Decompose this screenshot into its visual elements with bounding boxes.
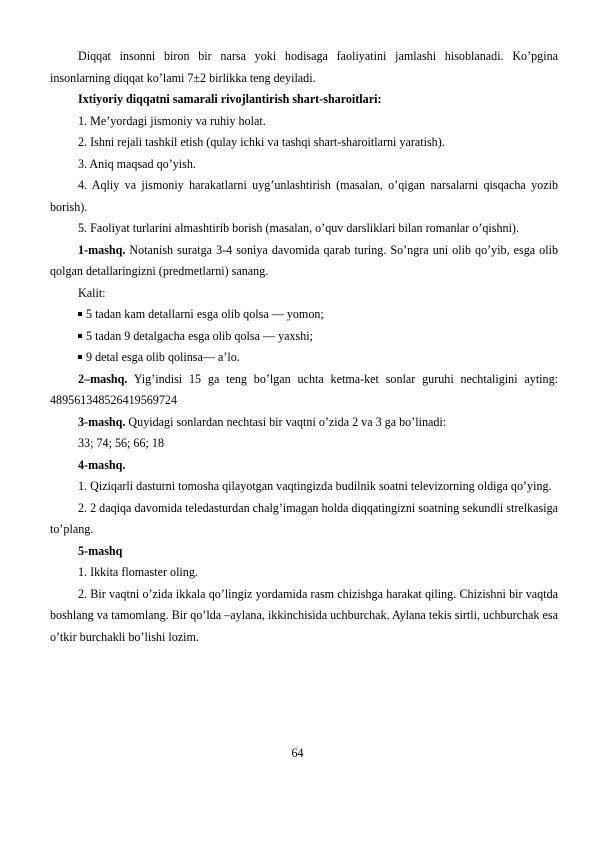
- exercise-1: [50, 240, 558, 283]
- section-heading: Ixtiyoriy diqqatni samarali rivojlantirish shart-sharoitlari:: [78, 92, 382, 106]
- key-item-text: 5 tadan kam detallarni esga olib qolsa — yomon;: [86, 307, 324, 321]
- key-label: Kalit:: [78, 285, 106, 300]
- exercise-text: Quyidagi sonlardan nechtasi bir vaqtni o’zida 2 va 3 ga bo’linadi:: [125, 414, 447, 429]
- exercise-2: [50, 369, 558, 412]
- intro-paragraph: Diqqat insonni biron bir narsa yoki hodisaga faoliyatini jamlashi hisoblanadi. Ko’pgina insonlarning diqqat ko’lami 7±2 birlikka teng deyiladi.: [50, 49, 558, 85]
- exercise-label: 5-mashq: [78, 543, 123, 558]
- key-item-text: 5 tadan 9 detalgacha esga olib qolsa — yaxshi;: [86, 328, 314, 343]
- exercise-step: 2. Bir vaqtni o’zida ikkala qo’lingiz yordamida rasm chizishga harakat qiling. Chizishni bir vaqtda boshlang va tamomlang. Bir qo’lda –aylana, ikkinchisida uchburchak. Aylana tekis sirtli, uchburchak esa o’tkir burchakli bo’lishi lozim.: [50, 586, 558, 644]
- condition-item: 3. Aniq maqsad qo’yish.: [78, 156, 196, 171]
- exercise-label: 1-mashq.: [78, 242, 126, 257]
- condition-item: 5. Faoliyat turlarini almashtirib borish (masalan, o’quv darsliklari bilan romanlar o’qishni).: [78, 221, 519, 235]
- page-number: 64: [291, 746, 304, 760]
- exercise-text: Notanish suratga 3-4 soniya davomida qarab turing. So’ngra uni olib qo’yib, esga olib qolgan detallaringizni (predmetlarni) sanang.: [50, 242, 558, 278]
- exercise-step: 1. Ikkita flomaster oling.: [78, 565, 198, 579]
- condition-item: 4. Aqliy va jismoniy harakatlarni uyg’unlashtirish (masalan, o’qigan narsalarni qisqacha yozib borish).: [50, 178, 558, 214]
- exercise-text: Yig’indisi 15 ga teng bo’lgan uchta ketma-ket sonlar guruhi nechtaligini ayting: 489561348526419569724: [50, 371, 558, 407]
- exercise-label: 4-mashq.: [78, 457, 126, 472]
- condition-item: 1. Me’yordagi jismoniy va ruhiy holat.: [78, 113, 266, 128]
- exercise-step: 2. 2 daqiqa davomida teledasturdan chalg’imagan holda diqqatingizni soatning sekundli strelkasiga to’plang.: [50, 500, 558, 536]
- bullet-icon: [78, 334, 82, 338]
- exercise-step: 1. Qiziqarli dasturni tomosha qilayotgan vaqtingizda budilnik soatni televizorning oldiga qo’ying.: [78, 479, 552, 493]
- key-item: [50, 304, 558, 326]
- exercise-numbers: 33; 74; 56; 66; 18: [78, 436, 165, 450]
- key-item-text: 9 detal esga olib qolinsa— a’lo.: [86, 350, 240, 364]
- exercise-3: [50, 412, 558, 434]
- bullet-icon: [78, 312, 82, 316]
- bullet-icon: [78, 355, 82, 359]
- exercise-label: 2–mashq.: [78, 371, 128, 386]
- page-body: [50, 46, 558, 648]
- condition-item: 2. Ishni rejali tashkil etish (qulay ichki va tashqi shart-sharoitlarni yaratish).: [78, 135, 445, 149]
- key-item: [50, 326, 558, 348]
- exercise-label: 3-mashq.: [78, 414, 126, 429]
- key-item: [50, 347, 558, 369]
